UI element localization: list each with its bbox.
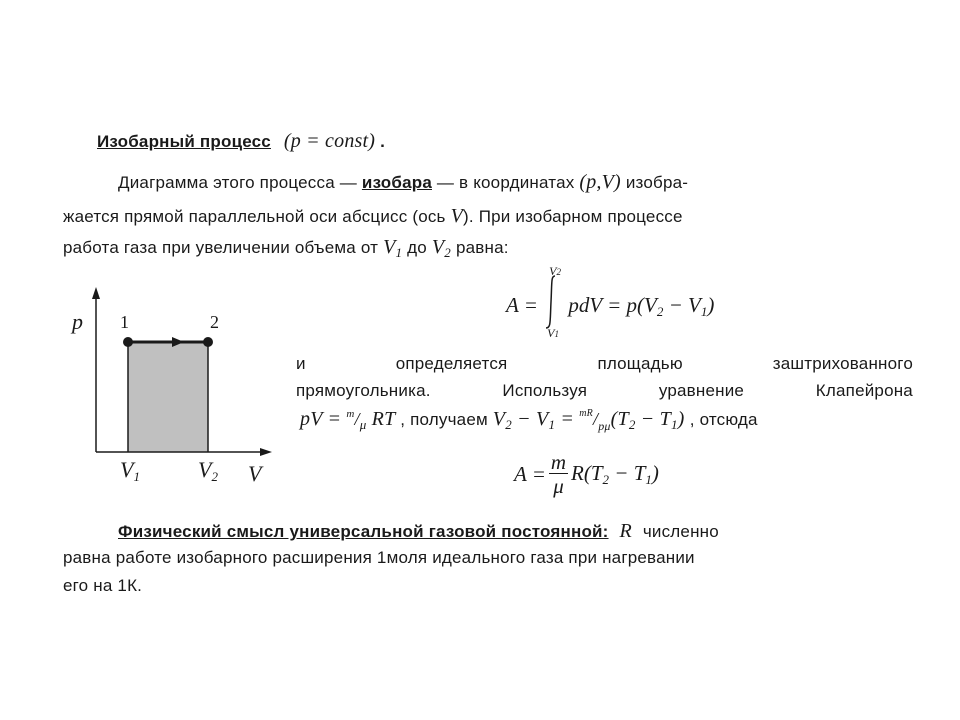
intro-text: Диаграмма этого процесса — xyxy=(118,173,357,192)
explanation-line-2 xyxy=(296,381,913,401)
close-paren: ) xyxy=(707,293,715,317)
physical-meaning-title: Физический смысл универсальной газовой постоянной: xyxy=(118,522,609,541)
subscript: 2 xyxy=(656,304,664,319)
physical-meaning-line-1 xyxy=(118,520,719,543)
axis-symbol: V xyxy=(450,205,463,227)
physical-meaning-line-3: его на 1К. xyxy=(63,576,143,595)
intro-line-3 xyxy=(63,236,509,261)
coords-formula: (p,V) xyxy=(579,171,621,193)
v1-symbol: $V_1$ xyxy=(383,236,403,260)
result-formula xyxy=(514,451,659,498)
explanation-line-3 xyxy=(300,408,758,434)
v2-symbol: $V_2$ xyxy=(431,236,451,260)
section-heading xyxy=(97,130,385,153)
intro-line-2 xyxy=(63,205,683,228)
intro-text: работа газа при увеличении объема от xyxy=(63,238,379,257)
point-2-label: 2 xyxy=(210,312,219,332)
v2-axis-label: $V_2$ xyxy=(198,457,218,484)
word: заштрихованного xyxy=(772,354,913,373)
result-rest: $R(T_2 - T_1)$ xyxy=(571,461,659,487)
intro-text: до xyxy=(407,238,427,257)
word: определяется xyxy=(395,354,508,373)
upper-limit: V2 xyxy=(549,264,561,278)
heading-period: . xyxy=(380,132,386,151)
x-axis-arrow xyxy=(260,448,272,456)
fraction-m-mu: $\frac{m}{\mu}$ xyxy=(550,450,567,498)
formula-lhs: A = xyxy=(514,462,546,486)
point-2 xyxy=(203,337,213,347)
gas-constant-symbol: R xyxy=(619,520,632,542)
intro-text: равна: xyxy=(455,238,509,257)
subscript: 1 xyxy=(700,304,708,319)
word: уравнение xyxy=(658,381,745,400)
heading-formula: (p = const) xyxy=(283,130,376,152)
work-area xyxy=(128,342,208,452)
intro-text: ). При изобарном процессе xyxy=(462,207,683,226)
text: , отсюда xyxy=(689,410,758,429)
y-axis-label: p xyxy=(72,309,83,334)
point-1-label: 1 xyxy=(120,312,129,332)
work-formula xyxy=(506,264,715,340)
minus-term: − V xyxy=(663,293,701,317)
integrand: pdV = p(V xyxy=(568,293,657,317)
heading-title: Изобарный процесс xyxy=(97,132,271,151)
explanation-line-1 xyxy=(296,354,913,374)
word: прямоугольника. xyxy=(296,381,431,400)
word: Используя xyxy=(502,381,588,400)
point-1 xyxy=(123,337,133,347)
word: площадью xyxy=(597,354,683,373)
intro-text: жается прямой параллельной оси абсцисс (ось xyxy=(63,207,446,226)
v1-axis-label: $V_1$ xyxy=(120,457,140,484)
volume-difference: $V_2 - V_1 = ^{mR}/_{p\mu}(T_2 - T_1)$ xyxy=(492,408,685,433)
intro-line-1 xyxy=(118,171,688,194)
integral-sign xyxy=(543,264,561,340)
pv-diagram xyxy=(60,285,290,495)
word: и xyxy=(296,354,306,373)
intro-text: изобра- xyxy=(625,173,689,192)
clapeyron-equation: pV = $^m/_\mu$ RT xyxy=(300,408,396,432)
text: численно xyxy=(642,522,719,541)
y-axis-arrow xyxy=(92,287,100,299)
formula-lhs: A = xyxy=(506,293,538,317)
lower-limit: V1 xyxy=(547,326,559,340)
physical-meaning-line-2: равна работе изобарного расширения 1моля идеального газа при нагревании xyxy=(63,548,695,567)
text: , получаем xyxy=(400,410,488,429)
word: Клапейрона xyxy=(815,381,913,400)
x-axis-label: V xyxy=(248,461,262,486)
term-isobar: изобара xyxy=(361,173,432,192)
intro-text: — в координатах xyxy=(436,173,575,192)
